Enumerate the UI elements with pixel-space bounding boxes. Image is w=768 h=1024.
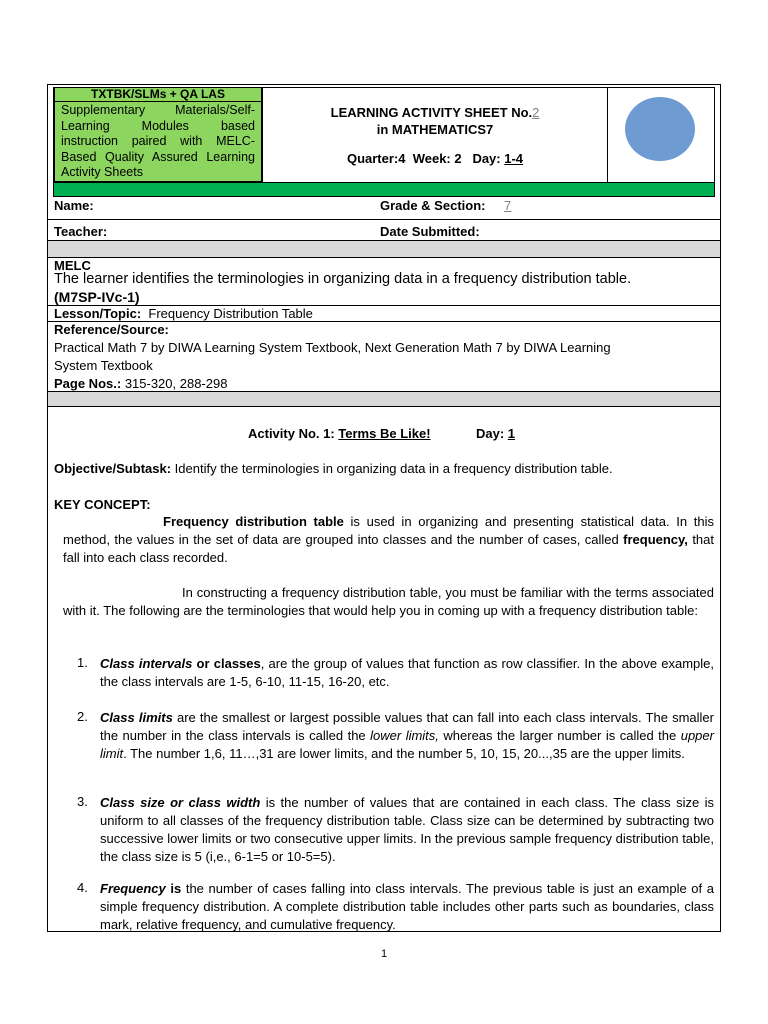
term-name: Class limits [100, 710, 173, 725]
sheet-title-block [263, 100, 607, 167]
gray-separator [48, 391, 720, 407]
quarter-week-day: Quarter:4 Week: 2 Day: [346, 151, 505, 166]
key-concept-paragraph-1 [63, 513, 714, 567]
list-item [100, 709, 714, 763]
term-definition: the number of cases falling into class intervals. The previous table is just an example of a simple frequency distribution. A complete distribution table includes other parts such as boundaries, class mark, relative frequency, and cumulative frequency. [100, 881, 714, 932]
melc-label: MELC [54, 258, 91, 273]
grade-value: 7 [504, 198, 512, 213]
activity-day-label: Day: [476, 426, 508, 441]
gray-separator [48, 240, 720, 258]
term-definition: are the smallest or largest possible values that can fall into each class intervals. The smaller the number in the class intervals is called the [100, 710, 714, 743]
list-number: 4. [77, 880, 88, 895]
key-concept-label: KEY CONCEPT: [54, 497, 151, 512]
lesson-row [54, 306, 313, 321]
logo-circle [625, 97, 695, 161]
list-item [100, 655, 714, 691]
day-range: 1-4 [504, 151, 524, 166]
list-number: 1. [77, 655, 88, 670]
paragraph-text: that fall into each class recorded. [63, 532, 714, 565]
page-nos-row [54, 376, 227, 391]
list-item [100, 794, 714, 866]
badge-title: TXTBK/SLMs + QA LAS [54, 87, 262, 102]
objective-label: Objective/Subtask: [54, 461, 172, 476]
header-divider-right [607, 87, 608, 182]
objective-text: Identify the terminologies in organizing data in a frequency distribution table. [174, 461, 613, 476]
term-name: Class size or class width [100, 795, 261, 810]
name-label: Name: [54, 198, 94, 213]
reference-label: Reference/Source: [54, 322, 169, 337]
key-concept-paragraph-2: In constructing a frequency distribution table, you must be familiar with the terms associated with it. The following are the terminologies that would help you in coming up with a frequency distribution table: [63, 585, 714, 618]
objective-row [54, 461, 613, 476]
term-name: is [165, 881, 182, 896]
date-submitted-label: Date Submitted: [380, 224, 480, 239]
term-definition: . The number 1,6, 11…,31 are lower limits, and the number 5, 10, 15, 20...,35 are the upper limits. [123, 746, 685, 761]
term-emphasis: lower limits, [370, 728, 439, 743]
list-number: 2. [77, 709, 88, 724]
header-green-bar [54, 182, 714, 196]
lesson-label: Lesson/Topic: [54, 306, 142, 321]
activity-prefix: Activity No. 1: [248, 426, 339, 441]
activity-title: Terms Be Like! [338, 426, 431, 441]
term-name: Frequency [100, 881, 166, 896]
term-definition: whereas the larger number is called the [438, 728, 681, 743]
term-definition: is the number of values that are contained in each class. The class size is uniform to all classes of the frequency distribution table. Class size can be determined by subtracting two successive lower limits or two consecutive upper limits. In the previous sample frequency distribution table, the class size is 5 (i,e., 6-1=5 or 10-5=5). [100, 795, 714, 864]
activity-day [476, 426, 515, 441]
page-number: 1 [380, 948, 388, 960]
term-highlight: Frequency distribution table [163, 514, 344, 529]
melc-code: (M7SP-IVc-1) [54, 289, 140, 305]
term-definition: , are the group of values that function as row classifier. In the above example, the class intervals are 1-5, 6-10, 11-15, 16-20, etc. [100, 656, 714, 689]
reference-line-2: System Textbook [54, 358, 153, 373]
term-name: or classes [192, 656, 261, 671]
term-highlight: frequency, [623, 532, 688, 547]
page-nos-value: 315-320, 288-298 [124, 376, 228, 391]
term-name: Class intervals [100, 656, 193, 671]
row-divider [47, 219, 721, 220]
activity-heading [248, 426, 431, 441]
list-number: 3. [77, 794, 88, 809]
grade-section-label: Grade & Section: [380, 198, 486, 213]
reference-line-1: Practical Math 7 by DIWA Learning System Textbook, Next Generation Math 7 by DIWA Learning [54, 340, 611, 355]
paragraph-text: is used in organizing and presenting statistical data. In this method, the values in the set of data are grouped into classes and the number of cases, called [63, 514, 714, 547]
melc-text: The learner identifies the terminologies in organizing data in a frequency distribution table. [54, 271, 632, 287]
subject: in MATHEMATICS7 [376, 122, 494, 137]
lesson-value: Frequency Distribution Table [148, 306, 313, 321]
sheet-number: 2 [532, 105, 540, 120]
page-nos-label: Page Nos.: [54, 376, 122, 391]
teacher-label: Teacher: [54, 224, 108, 239]
term-emphasis: upper limit [100, 728, 714, 761]
sheet-title: LEARNING ACTIVITY SHEET No. [330, 105, 533, 120]
badge-description: Supplementary Materials/Self-Learning Modules based instruction paired with MELC-Based Quality Assured Learning Activity Sheets [54, 102, 262, 182]
list-item [100, 880, 714, 934]
activity-day-value: 1 [507, 426, 516, 441]
